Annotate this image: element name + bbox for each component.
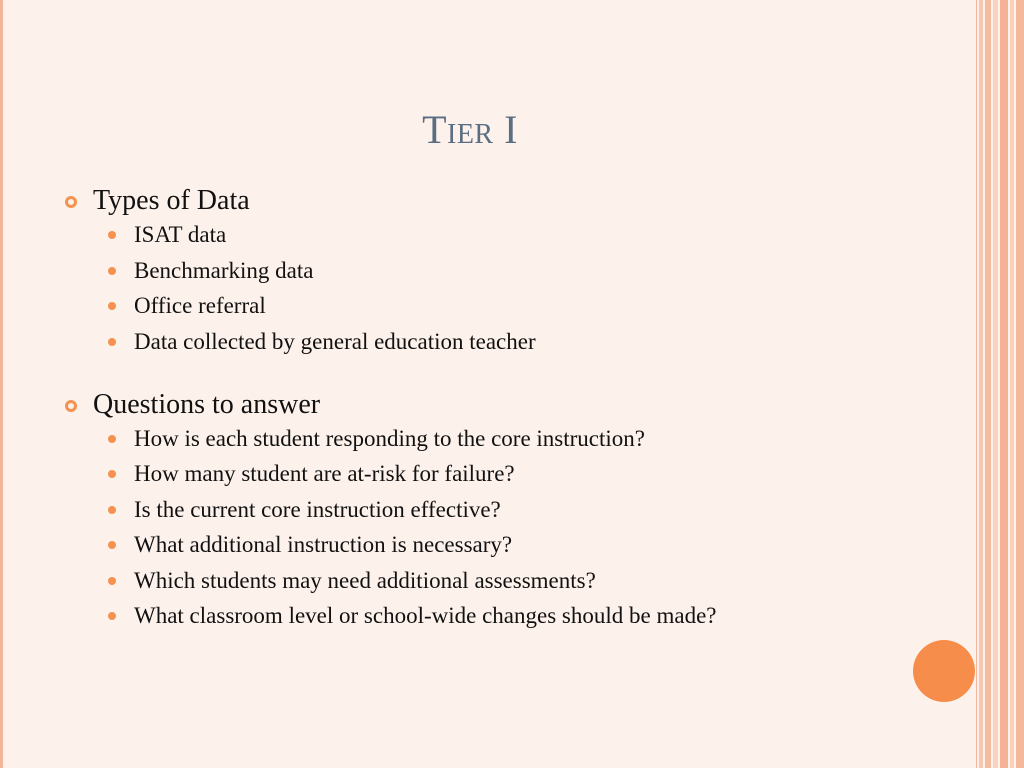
ring-bullet-icon (65, 196, 77, 208)
bullet-level1 (64, 182, 864, 220)
dot-bullet-icon (108, 302, 116, 310)
sub-bullet-list (64, 424, 864, 631)
dot-bullet-icon (108, 506, 116, 514)
list-item: Data collected by general education teacher (108, 327, 864, 356)
list-item: Office referral (108, 291, 864, 320)
list-item: Benchmarking data (108, 256, 864, 285)
decorative-orange-circle (913, 640, 975, 702)
list-item: ISAT data (108, 220, 864, 249)
sub-bullet-list (64, 220, 864, 356)
dot-bullet-icon (108, 231, 116, 239)
slide-content (64, 182, 864, 660)
dot-bullet-icon (108, 338, 116, 346)
section-types-of-data (64, 182, 864, 356)
dot-bullet-icon (108, 541, 116, 549)
list-item: How many student are at-risk for failure? (108, 459, 864, 488)
section-heading: Types of Data (93, 185, 250, 216)
dot-bullet-icon (108, 435, 116, 443)
dot-bullet-icon (108, 470, 116, 478)
right-stripe-decoration (976, 0, 1024, 768)
bullet-level1 (64, 386, 864, 424)
dot-bullet-icon (108, 612, 116, 620)
dot-bullet-icon (108, 267, 116, 275)
dot-bullet-icon (108, 577, 116, 585)
list-item: Which students may need additional assessments? (108, 566, 864, 595)
list-item: How is each student responding to the core instruction? (108, 424, 864, 453)
list-item: What additional instruction is necessary? (108, 530, 864, 559)
ring-bullet-icon (65, 400, 77, 412)
list-item: What classroom level or school-wide changes should be made? (108, 601, 864, 630)
section-questions-to-answer (64, 386, 864, 631)
section-heading: Questions to answer (93, 388, 321, 420)
list-item: Is the current core instruction effective? (108, 495, 864, 524)
slide-title: Tier I (422, 107, 518, 152)
